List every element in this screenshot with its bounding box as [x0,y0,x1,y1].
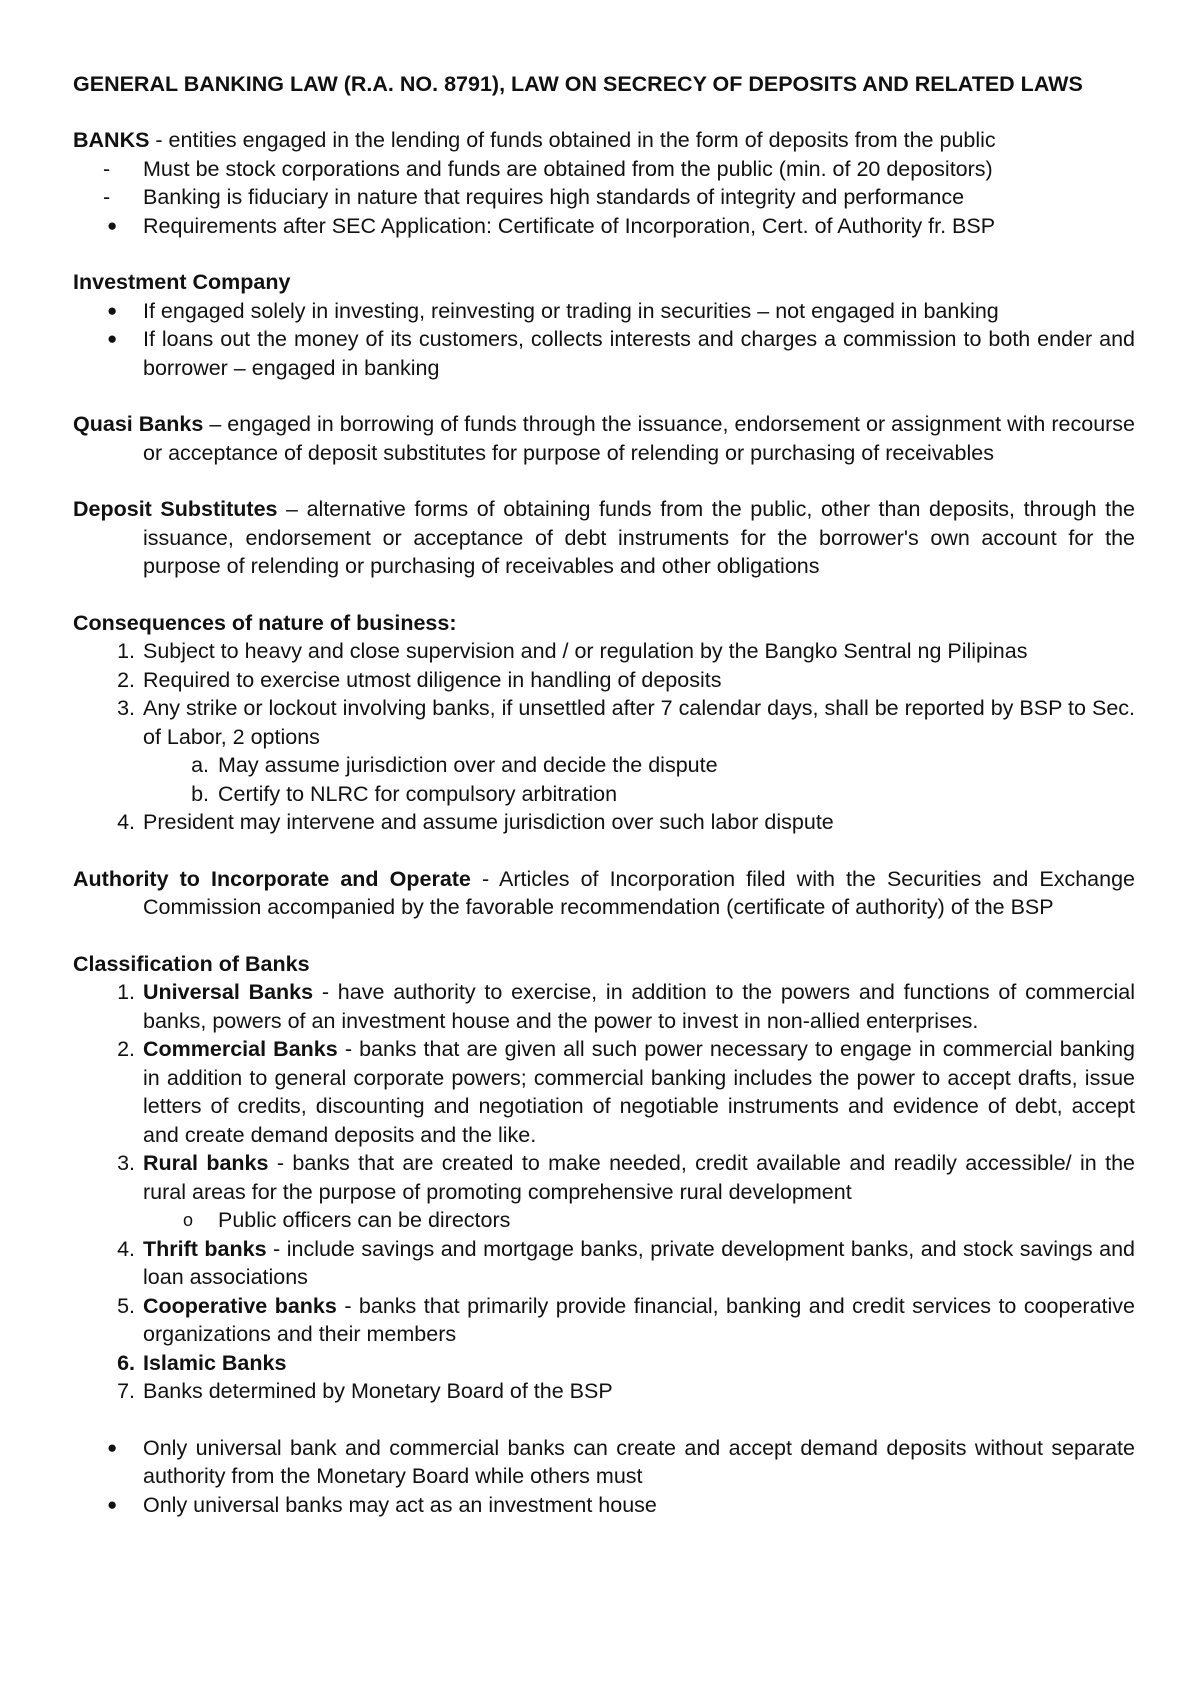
document-page [73,70,1135,1519]
list-item: 6. Islamic Banks [117,1350,287,1375]
list-item: ● Only universal banks may act as an investment house [73,1491,1135,1520]
consequences-section [73,609,1135,837]
sub-list-item: b. Certify to NLRC for compulsory arbitration [191,781,618,806]
authority-section [73,865,1135,922]
investment-company-section [73,268,1135,382]
list-item: 3. Any strike or lockout involving banks, if unsettled after 7 calendar days, shall be reported by BSP to Sec. of Labor, 2 options [117,696,1135,749]
dash-marker: - [103,185,111,209]
banks-section [73,126,1135,240]
quasi-banks-term: Quasi Banks [73,412,204,436]
list-item: 2. Commercial Banks - banks that are given all such power necessary to engage in commercial banking in addition to general corporate powers; commercial banking includes the power to accept drafts, issue letters of credits, discounting and negotiation of negotiable instruments and evidence of debt, accept and create demand deposits and the like. [117,1037,1136,1147]
list-item: ● Requirements after SEC Application: Certificate of Incorporation, Cert. of Authority fr. BSP [73,212,1135,241]
deposit-substitutes-definition: Deposit Substitutes – alternative forms of obtaining funds from the public, other than deposits, through the issuance, endorsement or acceptance of debt instruments for the borrower's own account for the purpose of relending or purchasing of receivables and other obligations [73,497,1135,578]
list-item: - Banking is fiduciary in nature that requires high standards of integrity and performance [73,183,1135,212]
authority-definition: Authority to Incorporate and Operate - Articles of Incorporation filed with the Securities and Exchange Commission accompanied by the favorable recommendation (certificate of authority) of the BSP [73,866,1135,919]
banks-term: BANKS [73,128,150,152]
authority-term: Authority to Incorporate and Operate [73,866,471,891]
section-heading: Investment Company [73,270,291,294]
quasi-banks-section [73,410,1135,467]
quasi-banks-definition: Quasi Banks – engaged in borrowing of funds through the issuance, endorsement or assignment with recourse or acceptance of deposit substitutes for purpose of relending or purchasing of receivables [73,412,1136,465]
list-item: 1. Subject to heavy and close supervision and / or regulation by the Bangko Sentral ng Pilipinas [117,639,1028,663]
deposit-substitutes-section [73,495,1135,581]
list-item: 3. Rural banks - banks that are created to make needed, credit available and readily accessible/ in the rural areas for the purpose of promoting comprehensive rural development [117,1151,1135,1204]
list-item: 4. Thrift banks - include savings and mortgage banks, private development banks, and stock savings and loan associations [117,1236,1135,1289]
sub-list-item: o Public officers can be directors [73,1206,1135,1235]
section-heading: Classification of Banks [73,951,310,976]
list-item: - Must be stock corporations and funds are obtained from the public (min. of 20 depositors) [73,155,1135,184]
list-item: ● If loans out the money of its customers, collects interests and charges a commission to both ender and borrower – engaged in banking [107,327,1135,380]
bullet-icon: ● [107,300,118,320]
dash-marker: - [103,156,111,181]
bullet-icon: ● [107,1494,118,1514]
document-title: GENERAL BANKING LAW (R.A. NO. 8791), LAW ON SECRECY OF DEPOSITS AND RELATED LAWS [73,72,1083,96]
list-item: 4. President may intervene and assume jurisdiction over such labor dispute [117,810,834,834]
list-item: 1. Universal Banks - have authority to exercise, in addition to the powers and functions of commercial banks, powers of an investment house and the power to invest in non-allied enterprises. [117,980,1135,1033]
list-item: ● If engaged solely in investing, reinvesting or trading in securities – not engaged in banking [73,297,1135,326]
list-item: ● Only universal bank and commercial banks can create and accept demand deposits without separate authority from the Monetary Board while others must [107,1435,1135,1488]
deposit-substitutes-term: Deposit Substitutes [73,497,278,521]
classification-section [73,950,1135,1520]
list-item: 2. Required to exercise utmost diligence in handling of deposits [117,667,722,692]
banks-definition: BANKS - entities engaged in the lending of funds obtained in the form of deposits from the public [73,128,996,152]
list-item: 7. Banks determined by Monetary Board of the BSP [117,1379,613,1403]
sub-list-item: a. May assume jurisdiction over and decide the dispute [191,753,718,777]
list-item: 5. Cooperative banks - banks that primarily provide financial, banking and credit services to cooperative organizations and their members [117,1293,1135,1346]
section-heading: Consequences of nature of business: [73,610,457,635]
bullet-icon: ● [107,215,118,235]
bullet-icon: ● [107,1437,118,1457]
bullet-icon: ● [107,329,118,348]
circle-bullet-icon: o [183,1210,194,1230]
